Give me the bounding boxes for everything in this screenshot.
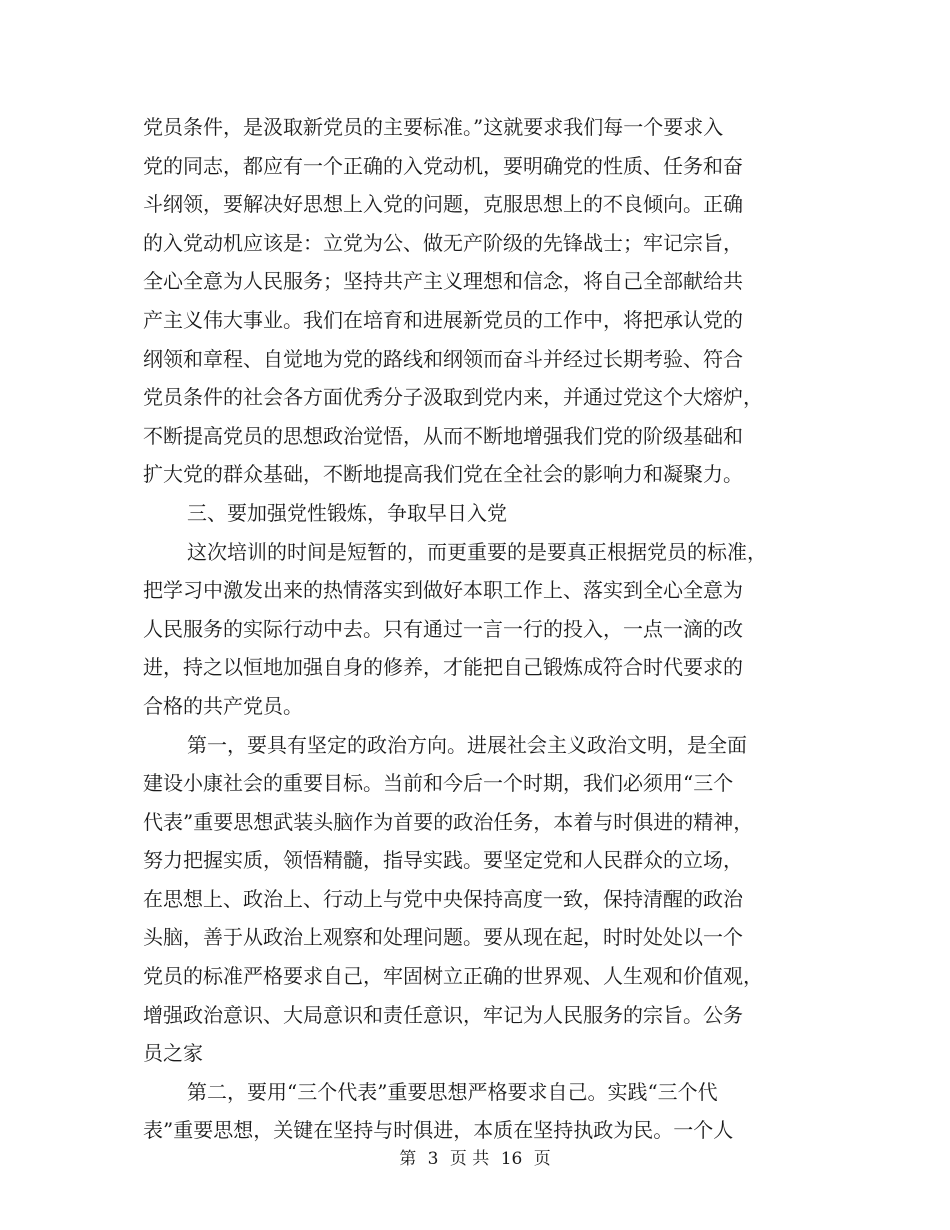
text-line: 第二，要用“三个代表”重要思想严格要求自己。实践“三个代 <box>187 1079 718 1104</box>
text-line: 三、要加强党性锻炼，争取早日入党 <box>187 500 507 525</box>
text-line: 合格的共产党员。 <box>143 693 303 718</box>
current-page-number: 3 <box>427 1149 439 1169</box>
text-line: 第一，要具有坚定的政治方向。进展社会主义政治文明，是全面 <box>187 732 747 757</box>
text-line: 这次培训的时间是短暂的，而更重要的是要真正根据党员的标准， <box>187 539 767 564</box>
text-line: 员之家 <box>143 1041 203 1066</box>
text-line: 人民服务的实际行动中去。只有通过一言一行的投入，一点一滴的改 <box>143 616 743 641</box>
total-page-count: 16 <box>500 1149 523 1169</box>
text-line: 努力把握实质，领悟精髓，指导实践。要坚定党和人民群众的立场， <box>143 848 743 873</box>
text-line: 代表”重要思想武装头脑作为首要的政治任务，本着与时俱进的精神， <box>143 809 754 834</box>
text-line: 纲领和章程、自觉地为党的路线和纲领而奋斗并经过长期考验、符合 <box>143 346 743 371</box>
text-line: 党的同志，都应有一个正确的入党动机，要明确党的性质、任务和奋 <box>143 153 743 178</box>
text-line: 进，持之以恒地加强自身的修养，才能把自己锻炼成符合时代要求的 <box>143 655 743 680</box>
text-line: 全心全意为人民服务；坚持共产主义理想和信念，将自己全部献给共 <box>143 269 743 294</box>
text-line: 党员的标准严格要求自己，牢固树立正确的世界观、人生观和价值观， <box>143 964 763 989</box>
text-line: 党员条件，是汲取新党员的主要标准。”这就要求我们每一个要求入 <box>143 115 724 139</box>
text-line: 的入党动机应该是：立党为公、做无产阶级的先锋战士；牢记宗旨， <box>143 230 743 255</box>
footer-suffix: 页 <box>533 1149 551 1169</box>
page-footer <box>0 1148 950 1170</box>
footer-middle: 页 共 <box>449 1149 490 1169</box>
text-line: 建设小康社会的重要目标。当前和今后一个时期，我们必须用“三个 <box>143 771 734 796</box>
text-line: 增强政治意识、大局意识和责任意识，牢记为人民服务的宗旨。公务 <box>143 1002 743 1027</box>
text-line: 斗纲领，要解决好思想上入党的问题，克服思想上的不良倾向。正确 <box>143 192 743 217</box>
text-line: 扩大党的群众基础，不断地提高我们党在全社会的影响力和凝聚力。 <box>143 462 743 487</box>
text-line: 把学习中激发出来的热情落实到做好本职工作上、落实到全心全意为 <box>143 578 743 603</box>
text-line: 表”重要思想，关键在坚持与时俱进，本质在坚持执政为民。一个人 <box>143 1118 734 1143</box>
text-line: 头脑，善于从政治上观察和处理问题。要从现在起，时时处处以一个 <box>143 925 743 950</box>
document-body <box>143 108 808 1150</box>
text-line: 产主义伟大事业。我们在培育和进展新党员的工作中，将把承认党的 <box>143 307 743 332</box>
footer-prefix: 第 <box>399 1149 417 1169</box>
text-line: 不断提高党员的思想政治觉悟，从而不断地增强我们党的阶级基础和 <box>143 423 743 448</box>
text-line: 在思想上、政治上、行动上与党中央保持高度一致，保持清醒的政治 <box>143 886 743 911</box>
text-line: 党员条件的社会各方面优秀分子汲取到党内来，并通过党这个大熔炉， <box>143 385 763 410</box>
